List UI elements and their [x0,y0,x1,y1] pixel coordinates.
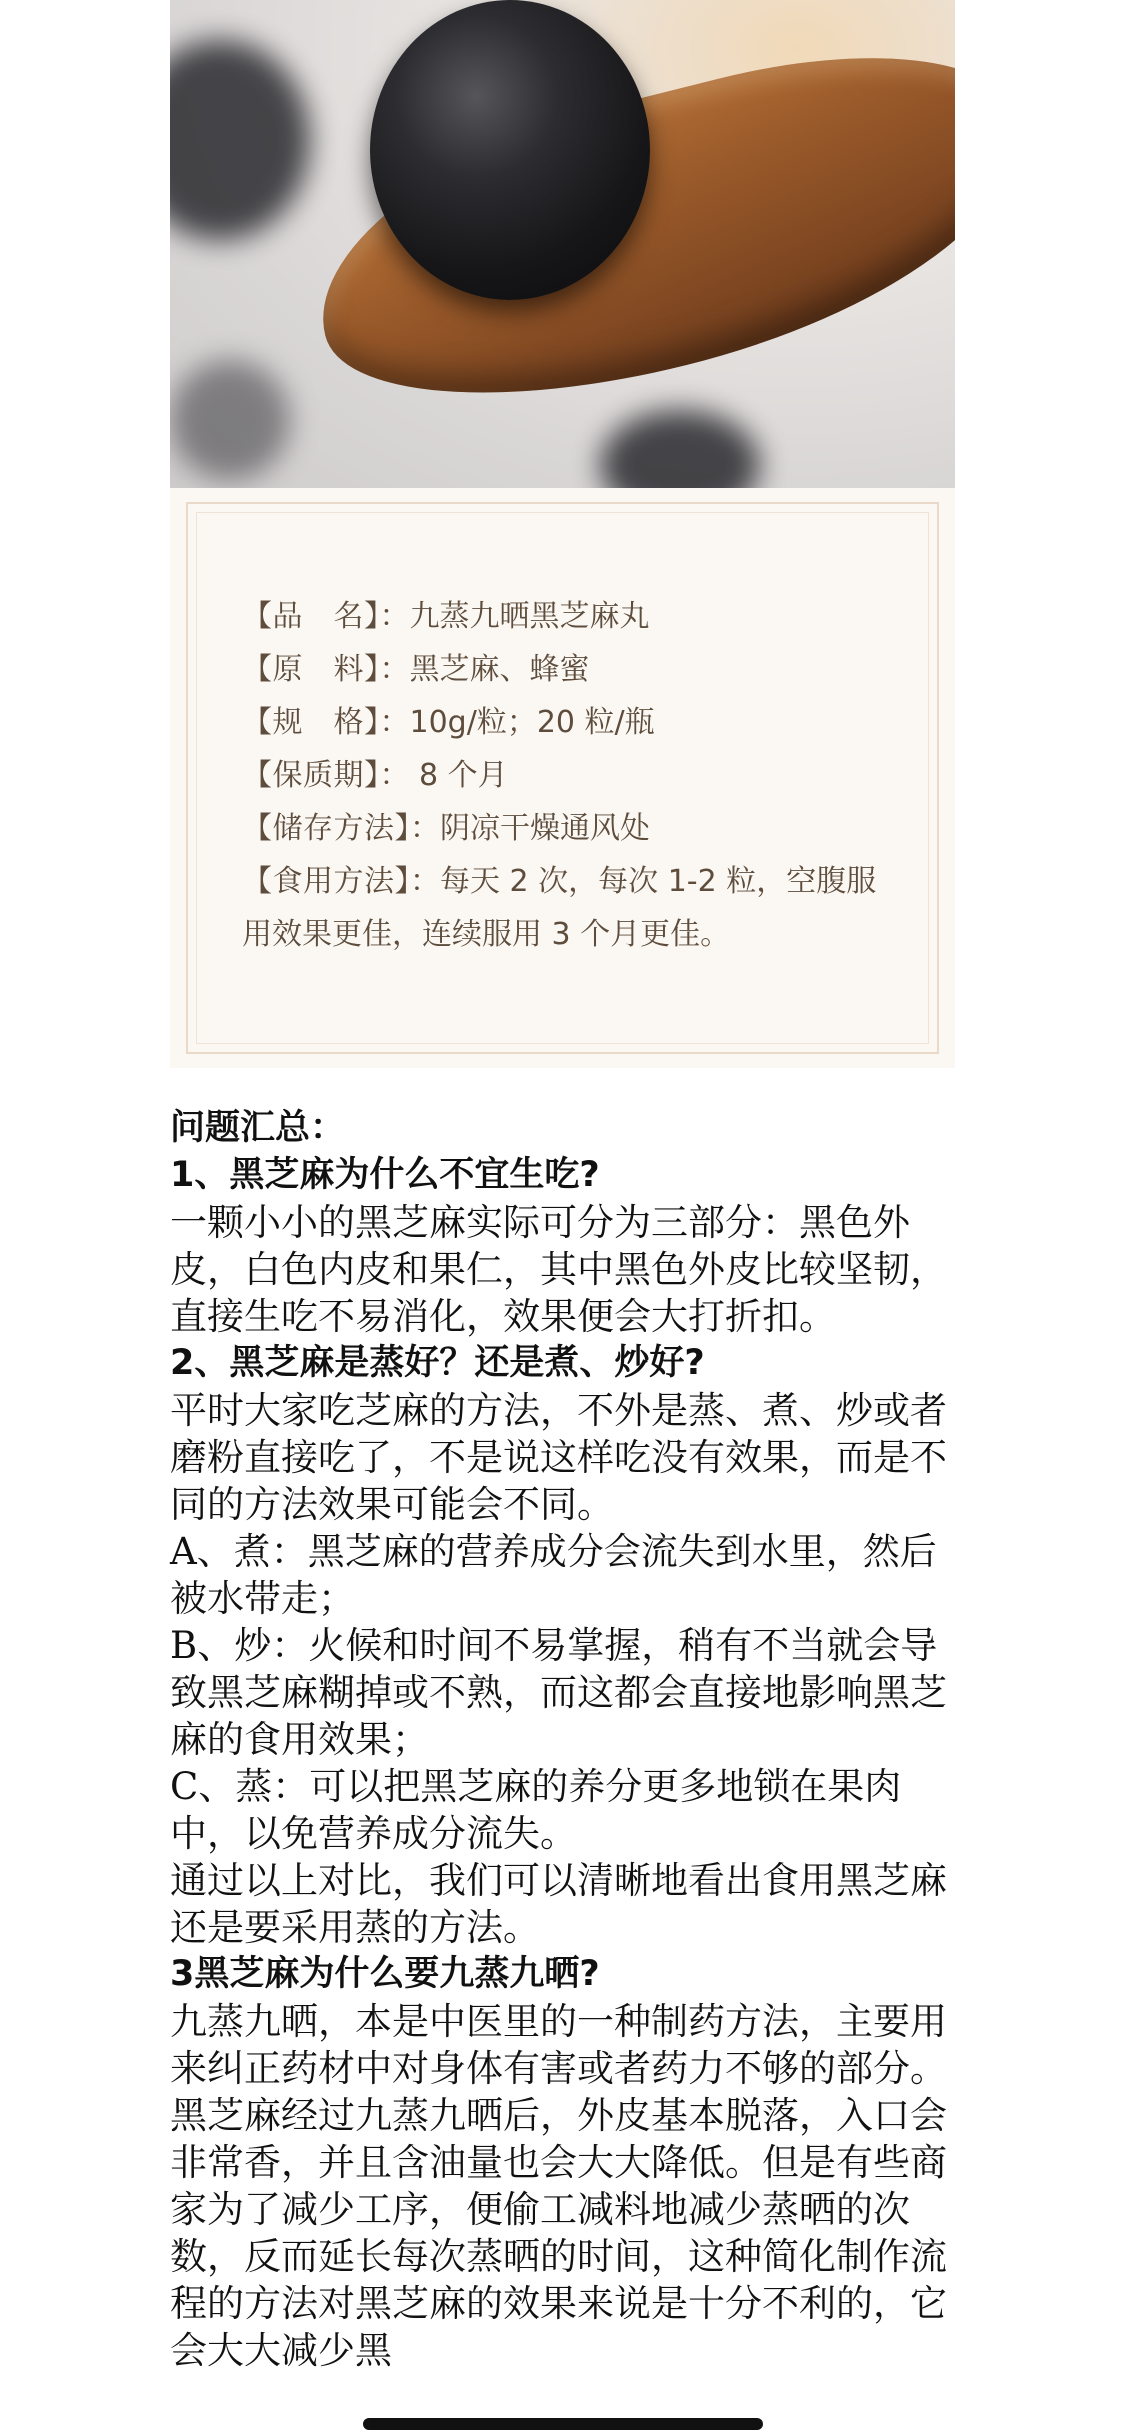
background-sesame-ball [170,40,310,240]
method-boil: A、煮：黑芝麻的营养成分会流失到水里，然后被水带走； [170,1530,937,1620]
background-sesame-ball [170,360,290,480]
summary-heading: 问题汇总： [170,1108,346,1148]
question-2-heading: 2、黑芝麻是蒸好？还是煮、炒好? [170,1343,705,1383]
question-2-conclusion: 通过以上对比，我们可以清晰地看出食用黑芝麻还是要采用蒸的方法。 [170,1859,947,1949]
question-1-answer: 一颗小小的黑芝麻实际可分为三部分：黑色外皮，白色内皮和果仁，其中黑色外皮比较坚韧，直接生吃不易消化，效果便会大打折扣。 [170,1201,947,1338]
question-1-heading: 1、黑芝麻为什么不宜生吃? [170,1155,600,1195]
info-row-shelf-life: 【保质期】： 8 个月 [242,758,508,793]
info-row-spec: 【规 格】：10g/粒；20 粒/瓶 [242,705,655,740]
question-3-heading: 3黑芝麻为什么要九蒸九晒? [170,1954,600,1994]
method-fry: B、炒：火候和时间不易掌握，稍有不当就会导致黑芝麻糊掉或不熟，而这都会直接地影响黑芝麻的食用效果； [170,1624,947,1761]
product-photo [170,0,955,488]
method-steam: C、蒸：可以把黑芝麻的养分更多地锁在果肉中，以免营养成分流失。 [170,1765,902,1855]
background-sesame-ball [600,410,760,488]
sesame-ball [370,0,650,300]
info-row-storage: 【储存方法】：阴凉干燥通风处 [242,811,650,846]
info-row-name: 【品 名】：九蒸九晒黑芝麻丸 [242,599,650,634]
info-row-ingredients: 【原 料】：黑芝麻、蜂蜜 [242,652,590,687]
article-body [170,1105,955,2374]
info-row-usage: 【食用方法】：每天 2 次，每次 1-2 粒，空腹服用效果更佳，连续服用 3 个月更佳。 [242,864,877,952]
product-info-list [242,590,902,961]
product-info-card [170,488,955,1068]
question-3-answer: 九蒸九晒，本是中医里的一种制药方法，主要用来纠正药材中对身体有害或者药力不够的部分。黑芝麻经过九蒸九晒后，外皮基本脱落，入口会非常香，并且含油量也会大大降低。但是有些商家为了减少工序，便偷工减料地减少蒸晒的次数，反而延长每次蒸晒的时间，这种简化制作流程的方法对黑芝麻的效果来说是十分不利的，它会大大减少黑 [170,2000,947,2372]
home-indicator[interactable] [363,2418,763,2430]
question-2-answer: 平时大家吃芝麻的方法，不外是蒸、煮、炒或者磨粉直接吃了，不是说这样吃没有效果，而是不同的方法效果可能会不同。 [170,1389,947,1526]
